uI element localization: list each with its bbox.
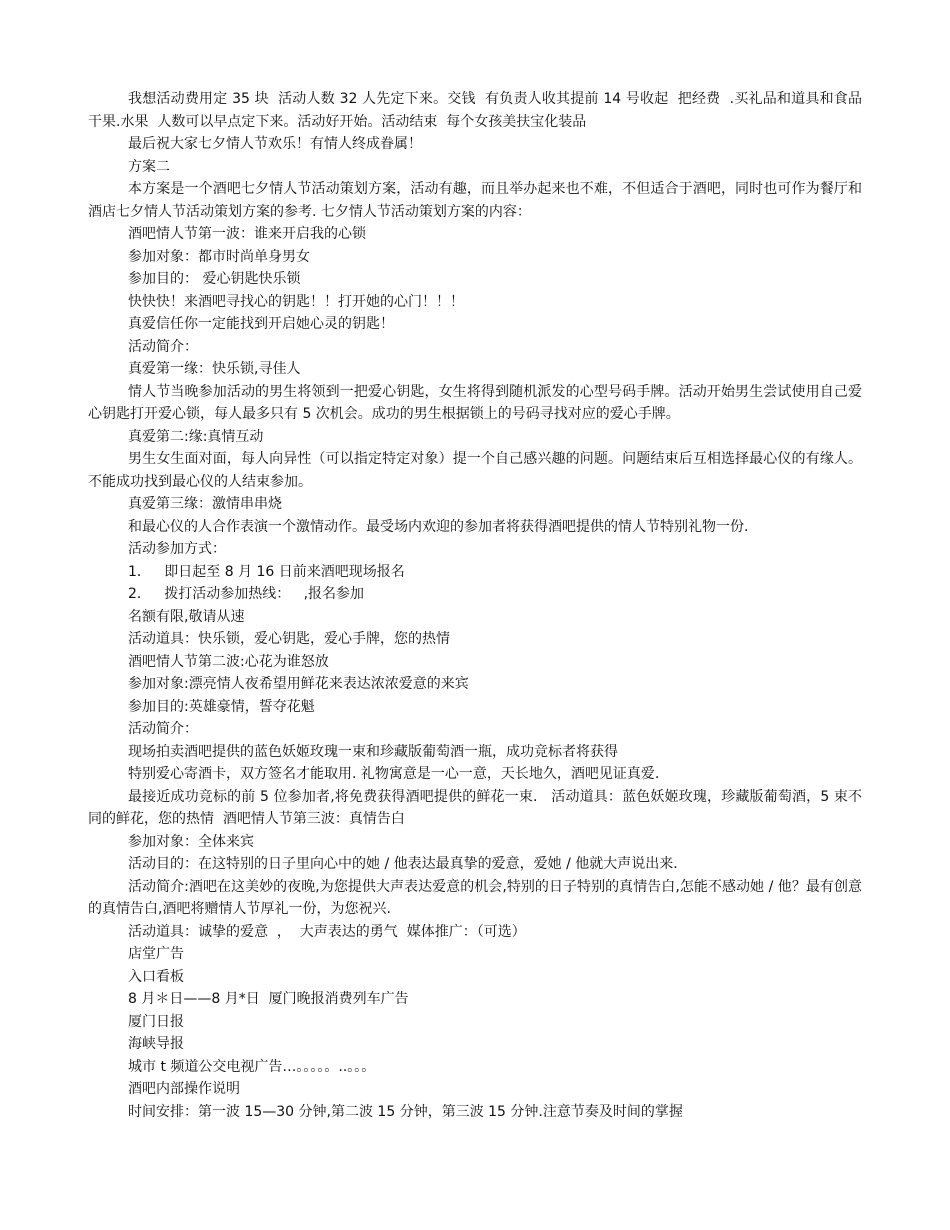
paragraph: 店堂广告 [128, 946, 184, 962]
paragraph: 快快快！来酒吧寻找心的钥匙！！打开她的心门！！！ [128, 293, 464, 310]
paragraph: 男生女生面对面，每人向异性（可以指定特定对象）提一个自己感兴趣的问题。问题结束后互相选择最心仪的有缘人。不能成功找到最心仪的人结束参加。 [88, 451, 862, 490]
paragraph: 酒吧情人节第二波:心花为谁怒放 [128, 653, 329, 670]
paragraph: 活动简介： [128, 338, 198, 355]
paragraph: 参加对象:漂亮情人夜希望用鲜花来表达浓浓爱意的来宾 [128, 676, 469, 692]
paragraph: 真爱第三缘：激情串串烧 [128, 496, 282, 512]
paragraph: 情人节当晚参加活动的男生将领到一把爱心钥匙，女生将得到随机派发的心型号码手牌。活动开始男生尝试使用自己爱心钥匙打开爱心锁，每人最多只有 5 次机会。成功的男生根据锁上的号码寻找对应的爱心手牌。 [88, 383, 862, 422]
paragraph: 1． 即日起至 8 月 16 日前来酒吧现场报名 [128, 563, 405, 580]
paragraph: 厦门日报 [128, 1013, 184, 1030]
paragraph: 活动简介:酒吧在这美妙的夜晚,为您提供大声表达爱意的机会,特别的日子特别的真情告白,怎能不感动她 / 他？最有创意的真情告白,酒吧将赠情人节厚礼一份，为您祝兴. [88, 878, 862, 917]
paragraph: 海峡导报 [128, 1036, 184, 1052]
paragraph: 8 月＊日——8 月*日 厦门晚报消费列车广告 [128, 991, 409, 1007]
paragraph: 活动简介： [128, 721, 198, 737]
paragraph: 活动目的：在这特别的日子里向心中的她 / 他表达最真挚的爱意，爱她 / 他就大声说出来. [128, 856, 678, 872]
paragraph: 活动道具：快乐锁，爱心钥匙，爱心手牌，您的热情 [128, 631, 450, 647]
paragraph: 参加目的： 爱心钥匙快乐锁 [128, 271, 301, 287]
paragraph: 城市 t 频道公交电视广告…。。。。。..。。。 [128, 1058, 376, 1075]
paragraph: 真爱第二:缘:真情互动 [128, 428, 264, 445]
paragraph: 2． 拨打活动参加热线： ,报名参加 [128, 586, 365, 602]
paragraph: 入口看板 [128, 968, 184, 985]
paragraph: 特别爱心寄酒卡，双方签名才能取用. 礼物寓意是一心一意，天长地久，酒吧见证真爱. [128, 766, 660, 782]
paragraph: 最后祝大家七夕情人节欢乐！有情人终成眷属！ [128, 136, 422, 152]
paragraph: 活动参加方式： [128, 541, 226, 557]
paragraph: 真爱第一缘：快乐锁,寻佳人 [128, 361, 301, 377]
paragraph: 活动道具：诚挚的爱意 ， 大声表达的勇气 媒体推广：（可选） [128, 923, 526, 940]
paragraph: 参加目的:英雄豪情，誓夺花魁 [128, 698, 315, 715]
paragraph: 酒吧情人节第一波：谁来开启我的心锁 [128, 226, 366, 242]
paragraph: 参加对象：全体来宾 [128, 833, 254, 850]
paragraph: 真爱信任你一定能找到开启她心灵的钥匙！ [128, 316, 394, 332]
paragraph: 现场拍卖酒吧提供的蓝色妖姬玫瑰一束和珍藏版葡萄酒一瓶，成功竞标者将获得 [128, 743, 618, 760]
paragraph: 参加对象：都市时尚单身男女 [128, 248, 310, 265]
paragraph: 我想活动费用定 35 块 活动人数 32 人先定下来。交钱 有负责人收其提前 14 号收起 把经费 .买礼品和道具和食品 干果.水果 人数可以早点定下来。活动好开始。活动结束 每个女孩美扶宝化装品 [88, 91, 871, 130]
paragraph: 本方案是一个酒吧七夕情人节活动策划方案，活动有趣，而且举办起来也不难，不但适合于酒吧，同时也可作为餐厅和酒店七夕情人节活动策划方案的参考. 七夕情人节活动策划方案的内容： [88, 181, 862, 220]
paragraph: 酒吧内部操作说明 [128, 1081, 240, 1097]
paragraph: 和最心仪的人合作表演一个激情动作。最受场内欢迎的参加者将获得酒吧提供的情人节特别礼物一份. [128, 518, 749, 535]
paragraph: 最接近成功竞标的前 5 位参加者,将免费获得酒吧提供的鲜花一束. 活动道具：蓝色妖姬玫瑰，珍藏版葡萄酒，5 束不同的鲜花，您的热情 酒吧情人节第三波：真情告白 [88, 788, 862, 827]
paragraph: 方案二 [128, 158, 170, 175]
paragraph: 名额有限,敬请从速 [128, 608, 245, 625]
paragraph: 时间安排：第一波 15—30 分钟,第二波 15 分钟，第三波 15 分钟.注意节奏及时间的掌握 [128, 1103, 683, 1120]
